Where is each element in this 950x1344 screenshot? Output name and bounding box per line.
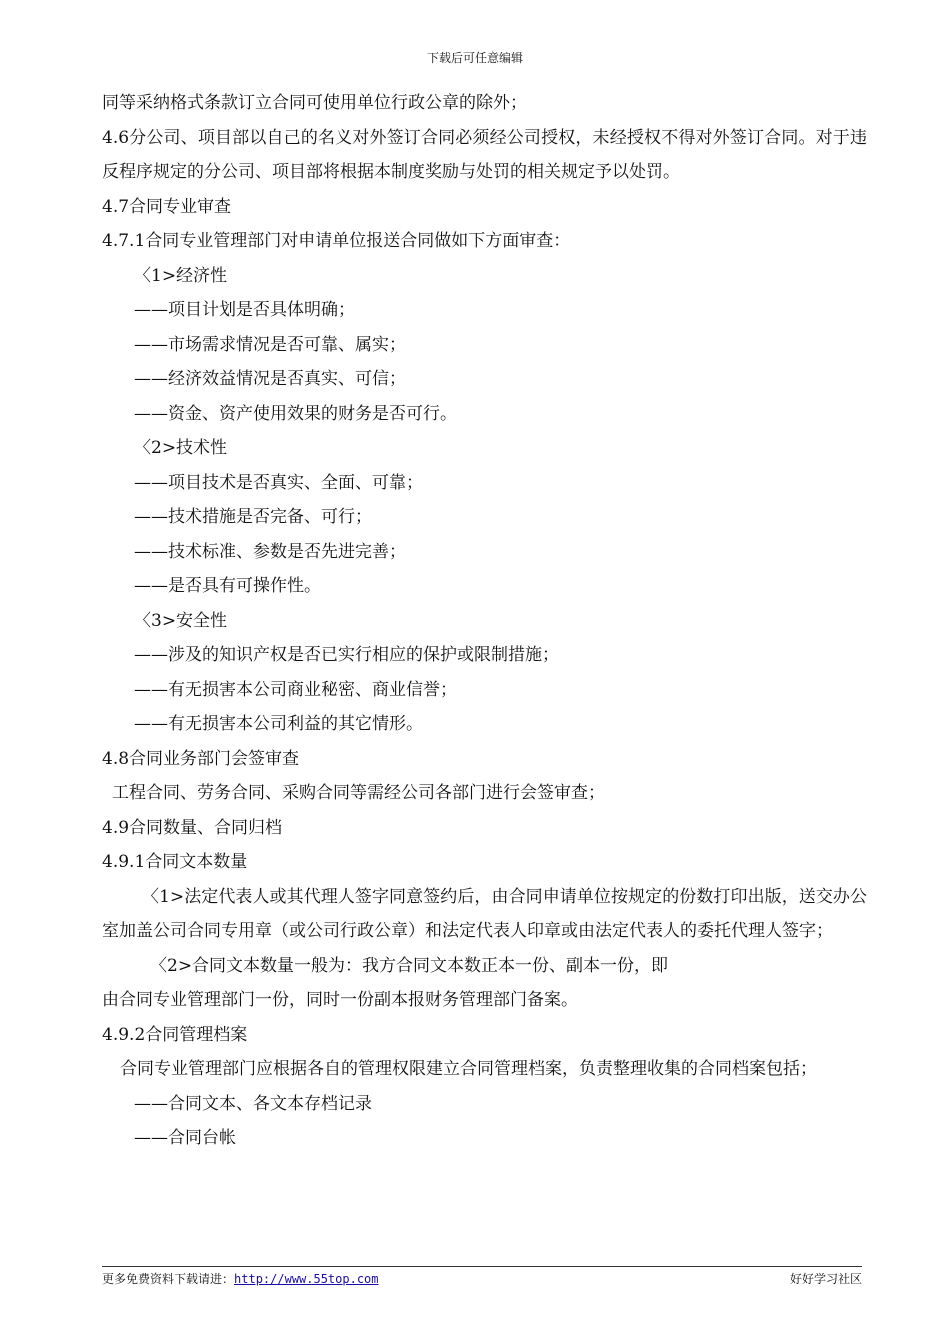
footer-site-name: 好好学习社区	[789, 1272, 862, 1286]
list-item: ——技术措施是否完备、可行；	[134, 507, 372, 527]
page-footer	[102, 1270, 862, 1288]
section-heading-4-9: 4.9合同数量、合同归档	[102, 817, 283, 838]
footer-divider	[102, 1266, 862, 1267]
footer-left	[102, 1270, 379, 1288]
document-body	[102, 86, 867, 1156]
list-item: ——有无损害本公司利益的其它情形。	[134, 714, 423, 734]
paragraph: 〈1>法定代表人或其代理人签字同意签约后，由合同申请单位按规定的份数打印出版，送交办公室加盖公司合同专用章（或公司行政公章）和法定代表人印章或由法定代表人的委托代理人签字；	[102, 886, 867, 941]
paragraph-4-6: 4.6分公司、项目部以自己的名义对外签订合同必须经公司授权，未经授权不得对外签订合同。对于违反程序规定的分公司、项目部将根据本制度奖励与处罚的相关规定予以处罚。	[102, 127, 867, 182]
subsection-heading-4-7-1: 4.7.1合同专业管理部门对申请单位报送合同做如下方面审查：	[102, 231, 571, 251]
paragraph: 〈2>合同文本数量一般为：我方合同文本数正本一份、副本一份，即	[150, 955, 669, 976]
subsection-heading-4-9-1: 4.9.1合同文本数量	[102, 852, 248, 872]
list-heading-safety: 〈3>安全性	[134, 610, 228, 631]
section-heading-4-8: 4.8合同业务部门会签审查	[102, 748, 300, 769]
subsection-heading-4-9-2: 4.9.2合同管理档案	[102, 1024, 248, 1045]
footer-download-text: 更多免费资料下载请进：	[102, 1272, 235, 1286]
list-item: ——有无损害本公司商业秘密、商业信誉；	[134, 679, 457, 700]
list-item: ——合同台帐	[134, 1128, 236, 1148]
list-heading-technical: 〈2>技术性	[134, 438, 228, 458]
list-item: ——资金、资产使用效果的财务是否可行。	[134, 403, 457, 424]
list-item: ——是否具有可操作性。	[134, 576, 321, 596]
list-item: ——项目技术是否真实、全面、可靠；	[134, 472, 423, 493]
list-item: ——项目计划是否具体明确；	[134, 300, 355, 320]
paragraph: 由合同专业管理部门一份，同时一份副本报财务管理部门备案。	[102, 990, 578, 1010]
list-heading-economic: 〈1>经济性	[134, 265, 228, 286]
list-item: ——技术标准、参数是否先进完善；	[134, 541, 406, 562]
paragraph: 合同专业管理部门应根据各自的管理权限建立合同管理档案，负责整理收集的合同档案包括；	[120, 1059, 817, 1079]
list-item: ——经济效益情况是否真实、可信；	[134, 369, 406, 389]
paragraph: 同等采纳格式条款订立合同可使用单位行政公章的除外；	[102, 93, 527, 113]
section-heading-4-7: 4.7合同专业审查	[102, 196, 232, 217]
list-item: ——涉及的知识产权是否已实行相应的保护或限制措施；	[134, 645, 559, 665]
list-item: ——合同文本、各文本存档记录	[134, 1093, 372, 1114]
paragraph: 工程合同、劳务合同、采购合同等需经公司各部门进行会签审查；	[112, 783, 605, 803]
page-header: 下载后可任意编辑	[426, 51, 523, 65]
list-item: ——市场需求情况是否可靠、属实；	[134, 334, 406, 355]
footer-link[interactable]: http://www.55top.com	[234, 1272, 379, 1286]
